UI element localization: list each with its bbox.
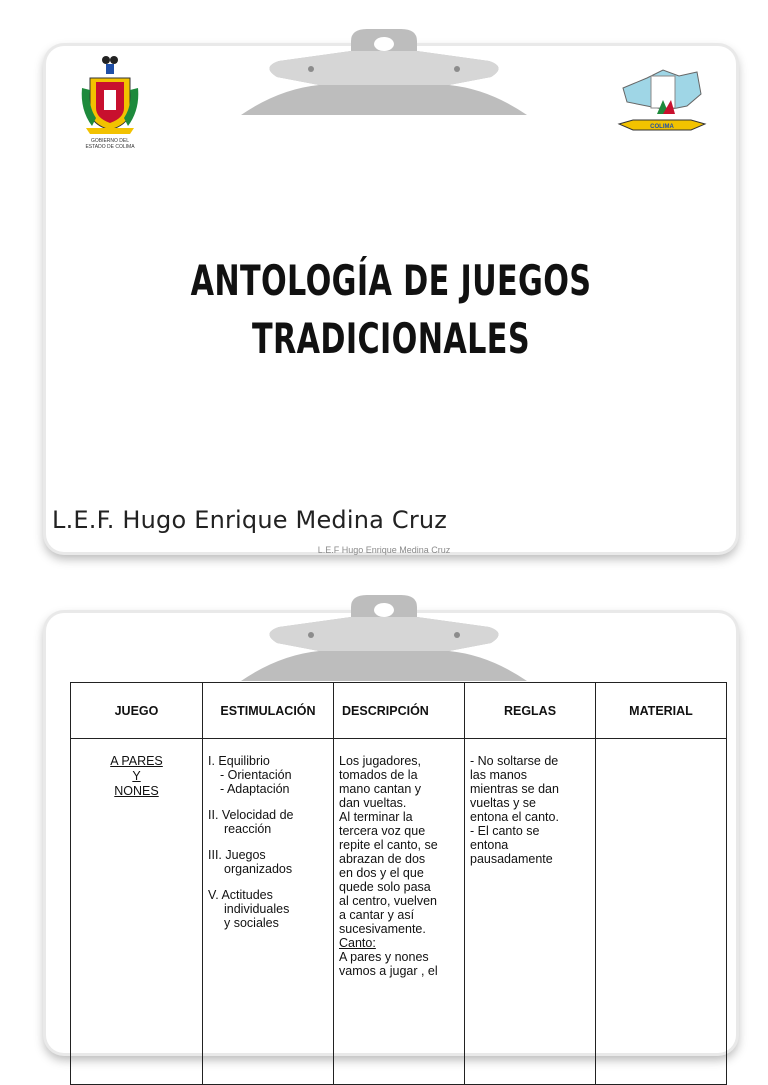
games-table — [70, 682, 727, 1085]
stim-item: II. Velocidad de — [208, 808, 294, 822]
clipboard-clip-icon — [239, 593, 529, 685]
state-coat-of-arms-icon — [78, 52, 142, 150]
table-row — [71, 739, 727, 1085]
desc-line: abrazan de dos — [339, 852, 426, 866]
stim-subitem: - Orientación — [220, 768, 292, 782]
desc-line: quede solo pasa — [339, 880, 431, 894]
stim-item: I. Equilibrio — [208, 754, 270, 768]
table-header-row — [71, 683, 727, 739]
stim-group-v — [208, 888, 328, 930]
stim-item-cont: individuales — [224, 902, 290, 916]
stim-group-i — [208, 754, 328, 796]
stim-item: V. Actitudes — [208, 888, 273, 902]
stim-subitem: - Adaptación — [220, 782, 290, 796]
desc-line: Al terminar la — [339, 810, 413, 824]
title-line-1: ANTOLOGÍA DE JUEGOS — [190, 256, 592, 305]
cell-descripcion — [334, 739, 465, 1085]
right-emblem-banner: COLIMA — [650, 124, 674, 130]
page-title — [143, 252, 640, 368]
cell-material — [596, 739, 727, 1085]
left-emblem-caption-2: ESTADO DE COLIMA — [85, 144, 135, 150]
desc-line: tomados de la — [339, 768, 418, 782]
colima-education-logo-icon — [617, 66, 707, 140]
left-emblem-caption-1: GOBIERNO DEL — [90, 138, 130, 144]
cell-estimulacion — [203, 739, 334, 1085]
desc-line: sucesivamente. — [339, 922, 426, 936]
stim-item-cont: y sociales — [224, 916, 279, 930]
rule-line: las manos — [470, 768, 527, 782]
desc-line: al centro, vuelven — [339, 894, 437, 908]
header-reglas: REGLAS — [465, 683, 596, 739]
clipboard-clip-icon — [239, 27, 529, 119]
game-name-link[interactable] — [76, 754, 197, 799]
rule-line: - El canto se — [470, 824, 540, 838]
desc-line: mano cantan y — [339, 782, 421, 796]
canto-line: A pares y nones — [339, 950, 429, 964]
game-name-line: Y — [132, 769, 141, 783]
header-material: MATERIAL — [596, 683, 727, 739]
game-name-line: A PARES — [110, 754, 163, 768]
rule-line: entona — [470, 838, 509, 852]
desc-line: a cantar y así — [339, 908, 415, 922]
canto-label: Canto: — [339, 936, 376, 950]
desc-line: en dos y el que — [339, 866, 424, 880]
rule-line: pausadamente — [470, 852, 553, 866]
header-descripcion: DESCRIPCIÓN — [334, 683, 465, 739]
stim-group-iii — [208, 848, 328, 876]
title-line-2: TRADICIONALES — [252, 314, 530, 363]
author-footer: L.E.F Hugo Enrique Medina Cruz — [317, 545, 451, 555]
desc-line: dan vueltas. — [339, 796, 407, 810]
game-name-line: NONES — [114, 784, 159, 798]
cell-reglas — [465, 739, 596, 1085]
desc-line: repite el canto, se — [339, 838, 438, 852]
desc-line: tercera voz que — [339, 824, 426, 838]
cell-juego — [71, 739, 203, 1085]
desc-line: Los jugadores, — [339, 754, 422, 768]
stim-item: III. Juegos — [208, 848, 266, 862]
header-estimulacion: ESTIMULACIÓN — [203, 683, 334, 739]
rule-line: - No soltarse de — [470, 754, 559, 768]
stim-group-ii — [208, 808, 328, 836]
author-name: L.E.F. Hugo Enrique Medina Cruz — [52, 506, 448, 534]
rule-line: entona el canto. — [470, 810, 559, 824]
rule-line: vueltas y se — [470, 796, 537, 810]
stim-item-cont: reacción — [224, 822, 272, 836]
canto-line: vamos a jugar , el — [339, 964, 438, 978]
header-juego: JUEGO — [71, 683, 203, 739]
rule-line: mientras se dan — [470, 782, 559, 796]
stim-item-cont: organizados — [224, 862, 293, 876]
